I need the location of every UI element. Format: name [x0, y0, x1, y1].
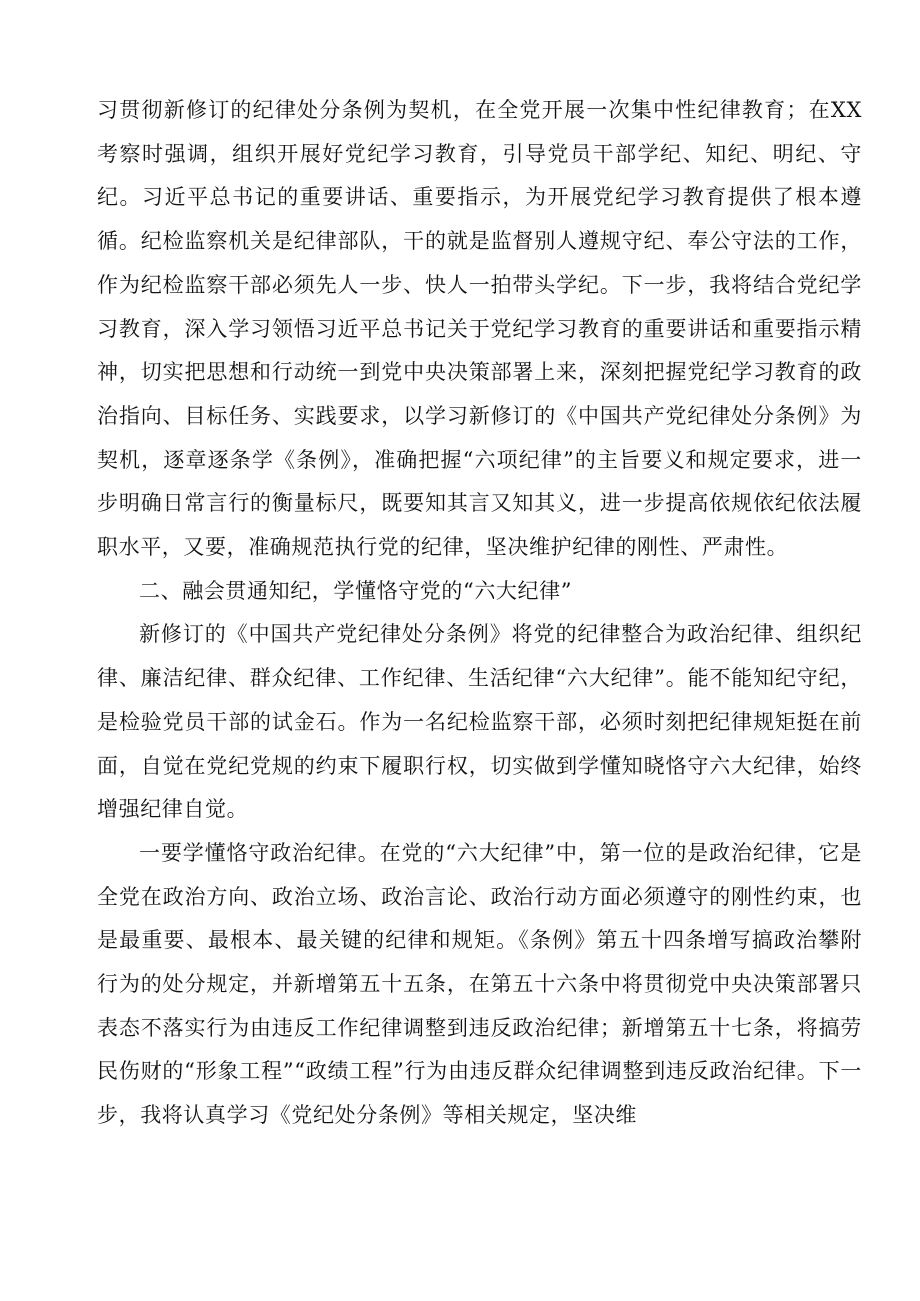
section-heading-six-disciplines: 二、融会贯通知纪，学懂恪守党的“六大纪律” — [139, 578, 573, 603]
paragraph-party-discipline-study: 习贯彻新修订的纪律处分条例为契机，在全党开展一次集中性纪律教育；在XX考察时强调，组织开展好党纪学习教育，引导党员干部学纪、知纪、明纪、守纪。习近平总书记的重要讲话、重要指示，为开展党纪学习教育提供了根本遵循。纪检监察机关是纪律部队，干的就是监督别人遵规守纪、奉公守法的工作，作为纪检监察干部必须先人一步、快人一拍带头学纪。下一步，我将结合党纪学习教育，深入学习领悟习近平总书记关于党纪学习教育的重要讲话和重要指示精神，切实把思想和行动统一到党中央决策部署上来，深刻把握党纪学习教育的政治指向、目标任务、实践要求，以学习新修订的《中国共产党纪律处分条例》为契机，逐章逐条学《条例》，准确把握“六项纪律”的主旨要义和规定要求，进一步明确日常言行的衡量标尺，既要知其言又知其义，进一步提高依规依纪依法履职水平，又要，准确规范执行党的纪律，坚决维护纪律的刚性、严肃性。 — [97, 98, 862, 560]
paragraph-six-disciplines-overview: 新修订的《中国共产党纪律处分条例》将党的纪律整合为政治纪律、组织纪律、廉洁纪律、群众纪律、工作纪律、生活纪律“六大纪律”。能不能知纪守纪，是检验党员干部的试金石。作为一名纪检监察干部，必须时刻把纪律规矩挺在前面，自觉在党纪党规的约束下履职行权，切实做到学懂知晓恪守六大纪律，始终增强纪律自觉。 — [97, 622, 862, 822]
paragraph-political-discipline: 一要学懂恪守政治纪律。在党的“六大纪律”中，第一位的是政治纪律，它是全党在政治方向、政治立场、政治言论、政治行动方面必须遵守的刚性约束，也是最重要、最根本、最关键的纪律和规矩。《条例》第五十四条增写搞政治攀附行为的处分规定，并新增第五十五条，在第五十六条中将贯彻党中央决策部署只表态不落实行为由违反工作纪律调整到违反政治纪律；新增第五十七条，将搞劳民伤财的“形象工程”“政绩工程”行为由违反群众纪律调整到违反政治纪律。下一步，我将认真学习《党纪处分条例》等相关规定，坚决维 — [97, 840, 862, 1128]
document-body — [97, 89, 862, 1138]
